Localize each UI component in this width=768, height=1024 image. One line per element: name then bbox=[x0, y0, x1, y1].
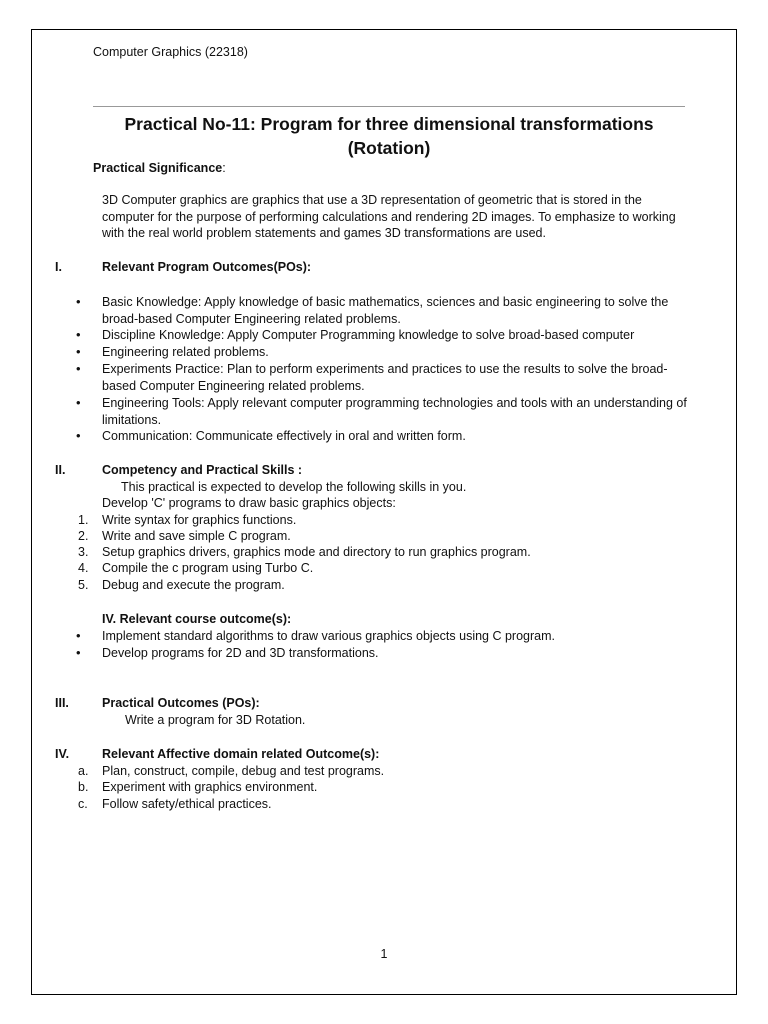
significance-paragraph: 3D Computer graphics are graphics that use a 3D representation of geometric that is stored in the computer for the purpose of performing calculations and rendering 2D images. To emphasize to working with the real world problem statements and games 3D transformations are used. bbox=[102, 193, 676, 241]
page-number: 1 bbox=[380, 947, 388, 961]
course-header: Computer Graphics (22318) bbox=[93, 45, 248, 59]
list-item: Engineering Tools: Apply relevant computer programming technologies and tools with an understanding of limitations. bbox=[102, 396, 687, 427]
title-line-2: (Rotation) bbox=[347, 138, 431, 158]
list-item: Communication: Communicate effectively in oral and written form. bbox=[102, 429, 466, 443]
significance-heading bbox=[93, 160, 226, 176]
list-item: Follow safety/ethical practices. bbox=[102, 797, 272, 811]
bullet-icon: • bbox=[76, 395, 81, 410]
list-item: Basic Knowledge: Apply knowledge of basic mathematics, sciences and basic engineering to solve the broad-based Computer Engineering related problems. bbox=[102, 295, 669, 326]
list-item: Setup graphics drivers, graphics mode and directory to run graphics program. bbox=[102, 545, 531, 559]
section2-numeral: II. bbox=[55, 463, 66, 477]
bullet-icon: • bbox=[76, 344, 81, 359]
list-item: Experiments Practice: Plan to perform experiments and practices to use the results to solve the broad-based Computer Engineering related problems. bbox=[102, 362, 668, 393]
section3-text: Write a program for 3D Rotation. bbox=[125, 713, 306, 727]
list-item: Plan, construct, compile, debug and test programs. bbox=[102, 764, 385, 778]
list-item: Compile the c program using Turbo C. bbox=[102, 561, 314, 575]
section4-numeral: IV. bbox=[55, 747, 70, 761]
section3-title: Practical Outcomes (POs): bbox=[102, 696, 260, 710]
header-divider bbox=[93, 106, 685, 107]
list-letter: b. bbox=[78, 780, 89, 794]
bullet-icon: • bbox=[76, 361, 81, 376]
section3-numeral: III. bbox=[55, 696, 69, 710]
section2-title: Competency and Practical Skills : bbox=[102, 463, 303, 477]
list-number: 3. bbox=[78, 545, 89, 559]
section1-title: Relevant Program Outcomes(POs): bbox=[102, 260, 312, 274]
list-number: 4. bbox=[78, 561, 89, 575]
section4-title: Relevant Affective domain related Outcome(s): bbox=[102, 747, 380, 761]
bullet-icon: • bbox=[76, 327, 81, 342]
title-line-1: Practical No-11: Program for three dimensional transformations bbox=[124, 114, 654, 134]
significance-label: Practical Significance bbox=[93, 161, 223, 175]
list-item: Write syntax for graphics functions. bbox=[102, 513, 297, 527]
course-outcomes-title: IV. Relevant course outcome(s): bbox=[102, 612, 292, 626]
list-number: 1. bbox=[78, 513, 89, 527]
bullet-icon: • bbox=[76, 645, 81, 660]
bullet-icon: • bbox=[76, 428, 81, 443]
list-item: Experiment with graphics environment. bbox=[102, 780, 318, 794]
list-item: Implement standard algorithms to draw various graphics objects using C program. bbox=[102, 629, 555, 643]
list-item: Debug and execute the program. bbox=[102, 578, 285, 592]
significance-colon: : bbox=[222, 161, 226, 175]
list-number: 5. bbox=[78, 578, 89, 592]
section1-numeral: I. bbox=[55, 260, 62, 274]
bullet-icon: • bbox=[76, 628, 81, 643]
section2-intro: This practical is expected to develop the following skills in you. bbox=[121, 480, 467, 494]
list-item: Discipline Knowledge: Apply Computer Programming knowledge to solve broad-based computer bbox=[102, 328, 635, 342]
list-letter: a. bbox=[78, 764, 89, 778]
section2-sub-intro: Develop 'C' programs to draw basic graphics objects: bbox=[102, 496, 396, 510]
list-number: 2. bbox=[78, 529, 89, 543]
list-item: Write and save simple C program. bbox=[102, 529, 291, 543]
list-item: Develop programs for 2D and 3D transformations. bbox=[102, 646, 379, 660]
list-item: Engineering related problems. bbox=[102, 345, 269, 359]
bullet-icon: • bbox=[76, 294, 81, 309]
page-title bbox=[93, 112, 685, 160]
list-letter: c. bbox=[78, 797, 88, 811]
